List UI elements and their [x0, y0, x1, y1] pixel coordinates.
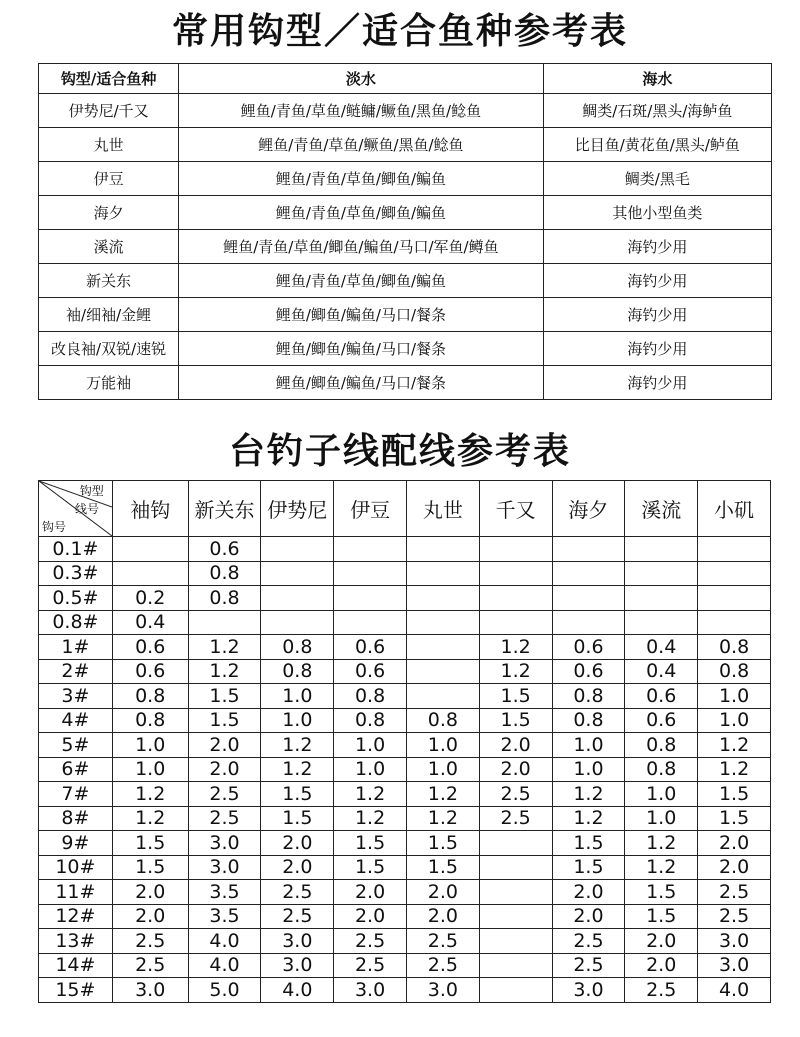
cell-line-size: 0.8: [112, 708, 188, 733]
table-row: [39, 162, 772, 196]
cell-line-size: [552, 610, 625, 635]
column-header-saltwater: 海水: [543, 64, 771, 94]
cell-line-size: 0.6: [625, 684, 698, 709]
cell-saltwater-species: 比目鱼/黄花鱼/黑头/鲈鱼: [543, 128, 771, 162]
cell-line-size: 1.5: [188, 708, 261, 733]
cell-line-size: 0.6: [112, 659, 188, 684]
cell-line-size: 2.0: [479, 757, 552, 782]
cell-line-size: [698, 586, 771, 611]
cell-line-size: 0.4: [625, 659, 698, 684]
cell-line-size: 0.8: [406, 708, 479, 733]
table-row: [39, 733, 771, 758]
cell-line-size: [188, 610, 261, 635]
cell-line-size: [552, 561, 625, 586]
cell-hook-type: 伊势尼/千又: [39, 94, 179, 128]
cell-hook-number: 7#: [39, 782, 113, 807]
cell-line-size: 0.8: [261, 635, 334, 660]
cell-line-size: [479, 904, 552, 929]
cell-line-size: 5.0: [188, 978, 261, 1003]
cell-line-size: 4.0: [261, 978, 334, 1003]
cell-hook-type: 伊豆: [39, 162, 179, 196]
table-row: [39, 806, 771, 831]
cell-line-size: [479, 586, 552, 611]
cell-hook-type: 丸世: [39, 128, 179, 162]
cell-line-size: 1.0: [698, 684, 771, 709]
cell-line-size: 4.0: [698, 978, 771, 1003]
cell-line-size: [334, 537, 407, 562]
cell-line-size: 1.5: [406, 831, 479, 856]
cell-line-size: 2.0: [334, 904, 407, 929]
cell-line-size: 3.0: [698, 929, 771, 954]
cell-line-size: 1.0: [625, 782, 698, 807]
cell-line-size: 1.2: [552, 782, 625, 807]
table-row: [39, 782, 771, 807]
corner-label-hook-number: 钩号: [42, 520, 67, 534]
cell-line-size: 4.0: [188, 929, 261, 954]
cell-freshwater-species: 鲤鱼/青鱼/草鱼/鲫鱼/鳊鱼: [179, 264, 543, 298]
cell-freshwater-species: 鲤鱼/鲫鱼/鳊鱼/马口/餐条: [179, 332, 543, 366]
cell-line-size: 2.5: [261, 904, 334, 929]
cell-line-size: 0.8: [334, 684, 407, 709]
column-header-hook-type: 钩型/适合鱼种: [39, 64, 179, 94]
cell-line-size: 2.5: [406, 929, 479, 954]
cell-line-size: 4.0: [188, 953, 261, 978]
cell-line-size: 0.8: [112, 684, 188, 709]
cell-line-size: 2.0: [261, 831, 334, 856]
cell-saltwater-species: 海钓少用: [543, 298, 771, 332]
cell-line-size: [406, 610, 479, 635]
line-reference-table-title: 台钓子线配线参考表: [228, 431, 571, 472]
cell-freshwater-species: 鲤鱼/青鱼/草鱼/鲫鱼/鳊鱼: [179, 196, 543, 230]
cell-hook-number: 8#: [39, 806, 113, 831]
cell-hook-number: 1#: [39, 635, 113, 660]
cell-line-size: [112, 537, 188, 562]
table-row: [39, 537, 771, 562]
cell-line-size: 2.5: [334, 929, 407, 954]
cell-line-size: [112, 561, 188, 586]
cell-line-size: 2.5: [552, 953, 625, 978]
cell-line-size: 1.2: [625, 831, 698, 856]
fish-species-table-title: 常用钩型／适合鱼种参考表: [171, 11, 628, 52]
cell-line-size: [479, 855, 552, 880]
table-header-row: [39, 481, 771, 537]
cell-line-size: [479, 953, 552, 978]
cell-line-size: 1.0: [261, 684, 334, 709]
table-row: [39, 586, 771, 611]
cell-line-size: 2.5: [334, 953, 407, 978]
cell-freshwater-species: 鲤鱼/青鱼/草鱼/鲫鱼/鳊鱼/马口/军鱼/鳟鱼: [179, 230, 543, 264]
table-row: [39, 366, 772, 400]
cell-line-size: 0.8: [188, 586, 261, 611]
cell-line-size: 1.5: [625, 880, 698, 905]
cell-line-size: 1.5: [334, 855, 407, 880]
cell-hook-number: 6#: [39, 757, 113, 782]
corner-label-hook-type: 钩型: [79, 484, 104, 498]
cell-line-size: [625, 561, 698, 586]
cell-saltwater-species: 海钓少用: [543, 230, 771, 264]
cell-line-size: 0.8: [698, 659, 771, 684]
cell-hook-number: 10#: [39, 855, 113, 880]
cell-line-size: 3.0: [261, 953, 334, 978]
table-row: [39, 904, 771, 929]
column-header-freshwater: 淡水: [179, 64, 543, 94]
cell-line-size: [406, 635, 479, 660]
corner-header-cell: [39, 481, 113, 537]
table-row: [39, 757, 771, 782]
cell-saltwater-species: 鲷类/石斑/黑头/海鲈鱼: [543, 94, 771, 128]
cell-line-size: 2.0: [625, 953, 698, 978]
cell-line-size: 2.0: [625, 929, 698, 954]
cell-line-size: 1.0: [261, 708, 334, 733]
cell-line-size: 0.8: [625, 733, 698, 758]
cell-line-size: 3.0: [552, 978, 625, 1003]
cell-saltwater-species: 其他小型鱼类: [543, 196, 771, 230]
cell-line-size: 0.8: [188, 561, 261, 586]
cell-line-size: 3.0: [406, 978, 479, 1003]
cell-line-size: 2.0: [261, 855, 334, 880]
cell-hook-number: 12#: [39, 904, 113, 929]
cell-line-size: 2.5: [112, 929, 188, 954]
cell-line-size: 1.2: [552, 806, 625, 831]
cell-line-size: [261, 561, 334, 586]
table-row: [39, 561, 771, 586]
cell-line-size: 1.5: [112, 831, 188, 856]
column-header-hook-type: 千又: [479, 481, 552, 537]
cell-line-size: 1.0: [334, 733, 407, 758]
cell-line-size: [698, 561, 771, 586]
cell-line-size: 2.5: [479, 806, 552, 831]
cell-hook-number: 9#: [39, 831, 113, 856]
table-row: [39, 94, 772, 128]
cell-line-size: 3.0: [112, 978, 188, 1003]
cell-line-size: 3.0: [188, 831, 261, 856]
cell-hook-number: 2#: [39, 659, 113, 684]
cell-line-size: 0.4: [625, 635, 698, 660]
cell-line-size: 1.5: [698, 806, 771, 831]
cell-line-size: 2.5: [698, 904, 771, 929]
cell-line-size: 3.0: [698, 953, 771, 978]
cell-line-size: [698, 610, 771, 635]
cell-line-size: 1.0: [698, 708, 771, 733]
cell-line-size: 2.0: [552, 904, 625, 929]
cell-line-size: [334, 561, 407, 586]
cell-line-size: 1.5: [625, 904, 698, 929]
cell-freshwater-species: 鲤鱼/鲫鱼/鳊鱼/马口/餐条: [179, 298, 543, 332]
table-row: [39, 128, 772, 162]
cell-line-size: 1.0: [406, 757, 479, 782]
cell-hook-type: 万能袖: [39, 366, 179, 400]
cell-line-size: 1.2: [406, 806, 479, 831]
cell-saltwater-species: 鲷类/黑毛: [543, 162, 771, 196]
cell-line-size: 0.6: [188, 537, 261, 562]
table-row: [39, 978, 771, 1003]
table-row: [39, 708, 771, 733]
cell-line-size: 2.0: [188, 733, 261, 758]
cell-line-size: 1.2: [479, 635, 552, 660]
cell-line-size: 3.0: [334, 978, 407, 1003]
cell-line-size: 0.6: [334, 635, 407, 660]
cell-line-size: 1.0: [406, 733, 479, 758]
cell-line-size: 0.8: [625, 757, 698, 782]
cell-hook-number: 5#: [39, 733, 113, 758]
cell-hook-number: 0.8#: [39, 610, 113, 635]
cell-line-size: 1.5: [479, 708, 552, 733]
column-header-hook-type: 伊势尼: [261, 481, 334, 537]
cell-hook-number: 11#: [39, 880, 113, 905]
cell-line-size: 1.0: [334, 757, 407, 782]
cell-line-size: 1.0: [552, 733, 625, 758]
cell-saltwater-species: 海钓少用: [543, 332, 771, 366]
cell-line-size: [261, 610, 334, 635]
cell-line-size: 2.5: [479, 782, 552, 807]
cell-line-size: [479, 978, 552, 1003]
cell-line-size: 2.0: [406, 880, 479, 905]
cell-hook-type: 袖/细袖/金鲤: [39, 298, 179, 332]
cell-line-size: 2.0: [406, 904, 479, 929]
cell-line-size: 2.5: [188, 782, 261, 807]
table-row: [39, 659, 771, 684]
column-header-hook-type: 伊豆: [334, 481, 407, 537]
cell-line-size: 2.5: [261, 880, 334, 905]
cell-line-size: 1.2: [334, 806, 407, 831]
column-header-hook-type: 丸世: [406, 481, 479, 537]
cell-line-size: 1.5: [112, 855, 188, 880]
table-row: [39, 264, 772, 298]
cell-line-size: 1.5: [261, 782, 334, 807]
cell-hook-number: 13#: [39, 929, 113, 954]
cell-line-size: 2.5: [698, 880, 771, 905]
table-row: [39, 298, 772, 332]
column-header-hook-type: 小矶: [698, 481, 771, 537]
table-row: [39, 635, 771, 660]
cell-line-size: 2.0: [112, 880, 188, 905]
cell-line-size: [406, 659, 479, 684]
cell-line-size: [698, 537, 771, 562]
cell-line-size: 2.0: [188, 757, 261, 782]
cell-line-size: 1.5: [479, 684, 552, 709]
column-header-hook-type: 袖钩: [112, 481, 188, 537]
cell-saltwater-species: 海钓少用: [543, 366, 771, 400]
cell-line-size: 1.5: [698, 782, 771, 807]
cell-line-size: [334, 610, 407, 635]
cell-line-size: 1.0: [112, 733, 188, 758]
cell-line-size: 0.8: [552, 708, 625, 733]
table-row: [39, 953, 771, 978]
fish-species-table: [38, 63, 772, 400]
cell-hook-type: 改良袖/双锐/速锐: [39, 332, 179, 366]
column-header-hook-type: 海夕: [552, 481, 625, 537]
cell-line-size: 3.5: [188, 880, 261, 905]
cell-line-size: [261, 586, 334, 611]
table-row: [39, 196, 772, 230]
cell-hook-number: 0.3#: [39, 561, 113, 586]
table-row: [39, 929, 771, 954]
cell-line-size: 1.0: [112, 757, 188, 782]
cell-line-size: 1.2: [112, 806, 188, 831]
cell-line-size: 1.2: [188, 635, 261, 660]
table-row: [39, 332, 772, 366]
cell-line-size: 0.8: [698, 635, 771, 660]
cell-line-size: 2.0: [552, 880, 625, 905]
cell-line-size: 1.2: [479, 659, 552, 684]
cell-line-size: 3.5: [188, 904, 261, 929]
cell-line-size: 0.6: [625, 708, 698, 733]
cell-line-size: 2.0: [698, 831, 771, 856]
cell-hook-number: 15#: [39, 978, 113, 1003]
cell-line-size: [261, 537, 334, 562]
cell-line-size: [406, 537, 479, 562]
cell-line-size: [479, 929, 552, 954]
cell-line-size: 1.2: [698, 733, 771, 758]
cell-line-size: 2.0: [698, 855, 771, 880]
cell-line-size: 1.2: [188, 659, 261, 684]
cell-line-size: [625, 586, 698, 611]
cell-line-size: 1.2: [334, 782, 407, 807]
cell-line-size: 1.5: [261, 806, 334, 831]
cell-line-size: [406, 684, 479, 709]
cell-line-size: 1.5: [334, 831, 407, 856]
line-reference-table: [38, 480, 771, 1003]
cell-hook-number: 3#: [39, 684, 113, 709]
table-row: [39, 684, 771, 709]
cell-line-size: 0.6: [112, 635, 188, 660]
cell-hook-number: 0.5#: [39, 586, 113, 611]
cell-line-size: 2.5: [188, 806, 261, 831]
cell-freshwater-species: 鲤鱼/青鱼/草鱼/鲢鳙/鳜鱼/黑鱼/鲶鱼: [179, 94, 543, 128]
cell-line-size: 1.2: [406, 782, 479, 807]
cell-line-size: [479, 537, 552, 562]
cell-freshwater-species: 鲤鱼/鲫鱼/鳊鱼/马口/餐条: [179, 366, 543, 400]
cell-freshwater-species: 鲤鱼/青鱼/草鱼/鳜鱼/黑鱼/鲶鱼: [179, 128, 543, 162]
cell-line-size: [406, 561, 479, 586]
table-header-row: [39, 64, 772, 94]
column-header-hook-type: 新关东: [188, 481, 261, 537]
cell-line-size: 0.2: [112, 586, 188, 611]
cell-line-size: [479, 561, 552, 586]
cell-line-size: 3.0: [188, 855, 261, 880]
cell-line-size: 1.2: [261, 757, 334, 782]
cell-line-size: 1.5: [552, 831, 625, 856]
cell-saltwater-species: 海钓少用: [543, 264, 771, 298]
cell-line-size: 0.6: [552, 635, 625, 660]
cell-line-size: 0.8: [261, 659, 334, 684]
cell-line-size: 1.2: [261, 733, 334, 758]
cell-hook-type: 新关东: [39, 264, 179, 298]
cell-line-size: 1.5: [406, 855, 479, 880]
cell-line-size: 1.2: [625, 855, 698, 880]
cell-line-size: 0.8: [334, 708, 407, 733]
cell-line-size: [625, 610, 698, 635]
cell-line-size: 0.4: [112, 610, 188, 635]
table-row: [39, 230, 772, 264]
cell-line-size: 1.5: [188, 684, 261, 709]
cell-line-size: 1.5: [552, 855, 625, 880]
cell-line-size: 2.5: [552, 929, 625, 954]
cell-line-size: 0.8: [552, 684, 625, 709]
cell-line-size: 0.6: [552, 659, 625, 684]
cell-hook-number: 14#: [39, 953, 113, 978]
cell-hook-type: 溪流: [39, 230, 179, 264]
cell-hook-number: 4#: [39, 708, 113, 733]
cell-line-size: 2.0: [479, 733, 552, 758]
cell-line-size: 2.5: [112, 953, 188, 978]
cell-line-size: [552, 586, 625, 611]
cell-hook-type: 海夕: [39, 196, 179, 230]
cell-line-size: [625, 537, 698, 562]
cell-line-size: 1.2: [112, 782, 188, 807]
table-row: [39, 831, 771, 856]
cell-line-size: 1.2: [698, 757, 771, 782]
cell-freshwater-species: 鲤鱼/青鱼/草鱼/鲫鱼/鳊鱼: [179, 162, 543, 196]
cell-line-size: 1.0: [625, 806, 698, 831]
cell-line-size: 0.6: [334, 659, 407, 684]
cell-line-size: [552, 537, 625, 562]
table-row: [39, 855, 771, 880]
cell-hook-number: 0.1#: [39, 537, 113, 562]
cell-line-size: 2.5: [625, 978, 698, 1003]
cell-line-size: 1.0: [552, 757, 625, 782]
cell-line-size: 3.0: [261, 929, 334, 954]
cell-line-size: 2.5: [406, 953, 479, 978]
corner-label-line-number: 线号: [75, 502, 100, 516]
table-row: [39, 880, 771, 905]
cell-line-size: [406, 586, 479, 611]
cell-line-size: [479, 610, 552, 635]
cell-line-size: [479, 831, 552, 856]
column-header-hook-type: 溪流: [625, 481, 698, 537]
cell-line-size: [334, 586, 407, 611]
cell-line-size: 2.0: [112, 904, 188, 929]
table-row: [39, 610, 771, 635]
cell-line-size: [479, 880, 552, 905]
cell-line-size: 2.0: [334, 880, 407, 905]
